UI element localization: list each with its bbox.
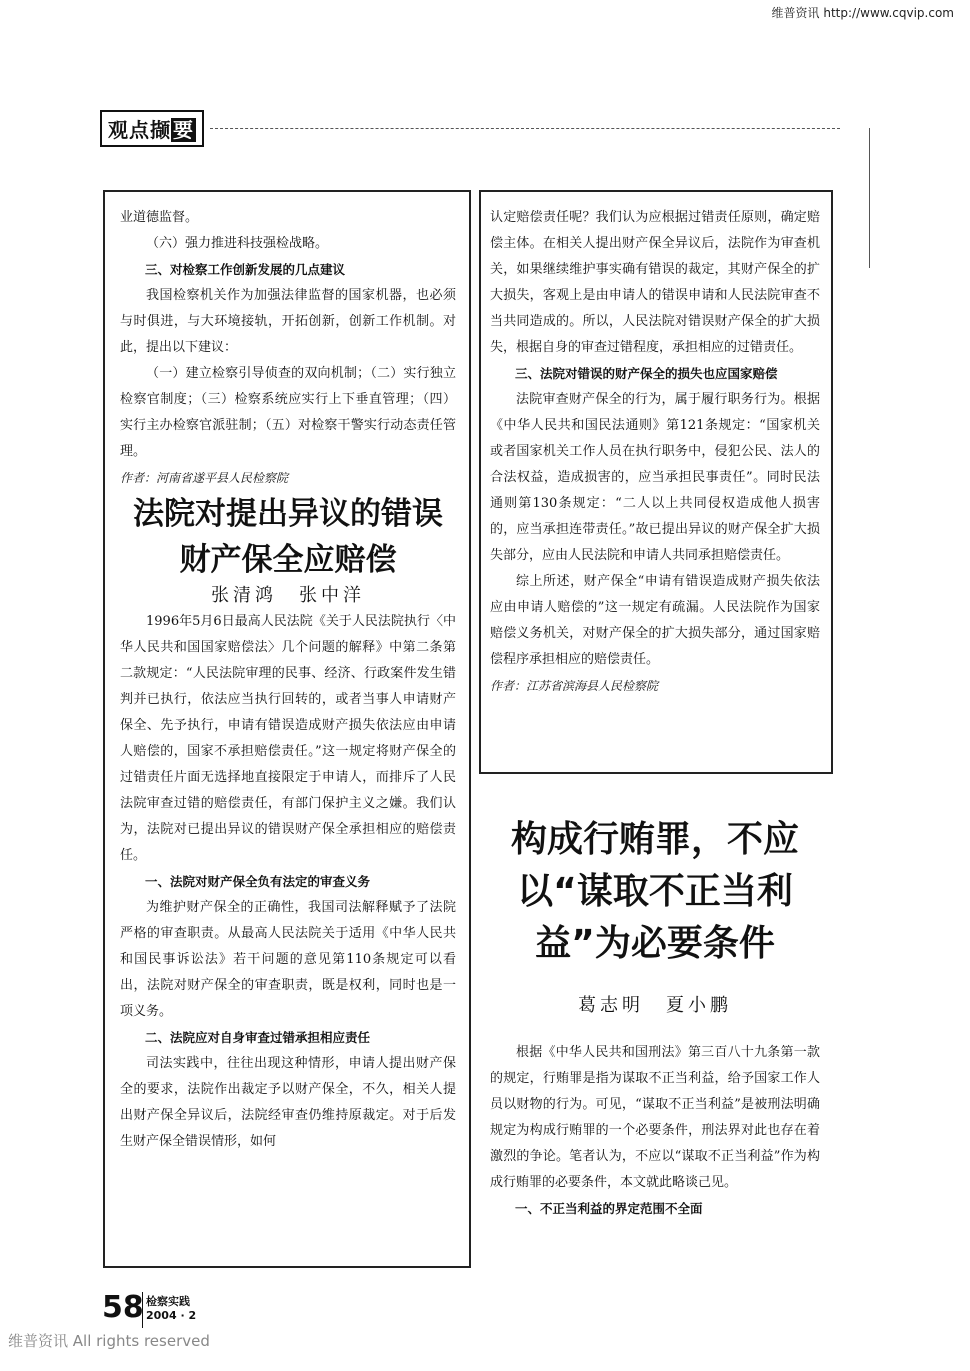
header-watermark: 维普资讯 http://www.cqvip.com [771, 6, 954, 20]
journal-info [146, 1295, 196, 1323]
article2-title: 构成行贿罪，不应以“谋取不正当利益”为必要条件 [510, 819, 799, 964]
footer-divider [142, 1292, 143, 1328]
section-tag [100, 110, 204, 147]
left-column [120, 205, 456, 1155]
paragraph: 司法实践中，往往出现这种情形，申请人提出财产保全的要求，法院作出裁定予以财产保全，不久，相关人提出财产保全异议后，法院经审查仍维持原裁定。对于后发生财产保全错误情形，如何 [120, 1056, 456, 1149]
frame-right-line [869, 128, 870, 268]
journal-name: 检察实践 [146, 1295, 190, 1308]
paragraph: 业道德监督。 [120, 210, 199, 225]
top-rule [210, 128, 840, 129]
paragraph: 法院审查财产保全的行为，属于履行职务行为。根据《中华人民共和国民法通则》第121条规定：“国家机关或者国家机关工作人员在执行职务中，侵犯公民、法人的合法权益，造成损害的，应当承担民事责任”。同时民法通则第130条规定：“二人以上共同侵权造成他人损害的，应当承担连带责任。”故已提出异议的财产保全扩大损失部分，应由人民法院和申请人共同承担赔偿责任。 [490, 392, 820, 563]
footer-watermark: 维普资讯 All rights reserved [8, 1332, 210, 1350]
journal-issue: 2004 · 2 [146, 1309, 197, 1322]
paragraph: （六）强力推进科技强检战略。 [146, 236, 329, 251]
article-byline: 张清鸿 张中洋 [211, 585, 365, 606]
paragraph: 为维护财产保全的正确性，我国司法解释赋予了法院严格的审查职责。从最高人民法院关于适用《中华人民共和国民事诉讼法》若干问题的意见第110条规定可以看出，法院对财产保全的审查职责，既是权利，同时也是一项义务。 [120, 900, 456, 1019]
author-line: 作者：河南省遂平县人民检察院 [120, 471, 289, 485]
section-heading: 一、法院对财产保全负有法定的审查义务 [145, 874, 371, 889]
section-tag-highlight: 要 [173, 118, 194, 142]
paragraph: 1996年5月6日最高人民法院《关于人民法院执行〈中华人民共和国国家赔偿法〉几个问题的解释》中第二条第二款规定：“人民法院审理的民事、经济、行政案件发生错判并已执行，依法应当执行回转的，或者当事人申请财产保全、先予执行，申请有错误造成财产损失依法应由申请人赔偿的，国家不承担赔偿责任。”这一规定将财产保全的过错责任片面无选择地直接限定于申请人，而排斥了人民法院审查过错的赔偿责任，有部门保护主义之嫌。我们认为，法院对已提出异议的错误财产保全承担相应的赔偿责任。 [120, 614, 456, 863]
right-column-lower [490, 1040, 820, 1222]
section-heading: 三、法院对错误的财产保全的损失也应国家赔偿 [515, 366, 778, 381]
article-title: 法院对提出异议的错误财产保全应赔偿 [133, 496, 443, 578]
right-column [490, 205, 820, 699]
page-number: 58 [102, 1290, 144, 1325]
section-heading: 二、法院应对自身审查过错承担相应责任 [145, 1030, 371, 1045]
paragraph: 根据《中华人民共和国刑法》第三百八十九条第一款的规定，行贿罪是指为谋取不正当利益，给予国家工作人员以财物的行为。可见，“谋取不正当利益”是被刑法明确规定为构成行贿罪的一个必要条件，刑法界对此也存在着激烈的争论。笔者认为，不应以“谋取不正当利益”作为构成行贿罪的必要条件，本文就此略谈己见。 [490, 1045, 820, 1190]
paragraph: （一）建立检察引导侦查的双向机制；（二）实行独立检察官制度；（三）检察系统应实行上下垂直管理；（四）实行主办检察官派驻制；（五）对检察干警实行动态责任管理。 [120, 366, 456, 459]
paragraph: 我国检察机关作为加强法律监督的国家机器，也必须与时俱进，与大环境接轨，开拓创新，创新工作机制。对此，提出以下建议： [120, 288, 456, 355]
paragraph: 综上所述，财产保全“申请有错误造成财产损失依法应由申请人赔偿的”这一规定有疏漏。人民法院作为国家赔偿义务机关，对财产保全的扩大损失部分，通过国家赔偿程序承担相应的赔偿责任。 [490, 574, 820, 667]
author-line: 作者：江苏省滨海县人民检察院 [490, 679, 659, 693]
paragraph: 认定赔偿责任呢？我们认为应根据过错责任原则，确定赔偿主体。在相关人提出财产保全异议后，法院作为审查机关，如果继续维护事实确有错误的裁定，其财产保全的扩大损失，客观上是由申请人的错误申请和人民法院审查不当共同造成的。所以，人民法院对错误财产保全的扩大损失，根据自身的审查过错程度，承担相应的过错责任。 [490, 210, 820, 355]
section-tag-label: 观点撷 [108, 118, 171, 142]
article2-byline: 葛志明 夏小鹏 [578, 995, 732, 1016]
section-heading: 三、对检察工作创新发展的几点建议 [145, 262, 346, 277]
section-heading: 一、不正当利益的界定范围不全面 [515, 1201, 703, 1216]
